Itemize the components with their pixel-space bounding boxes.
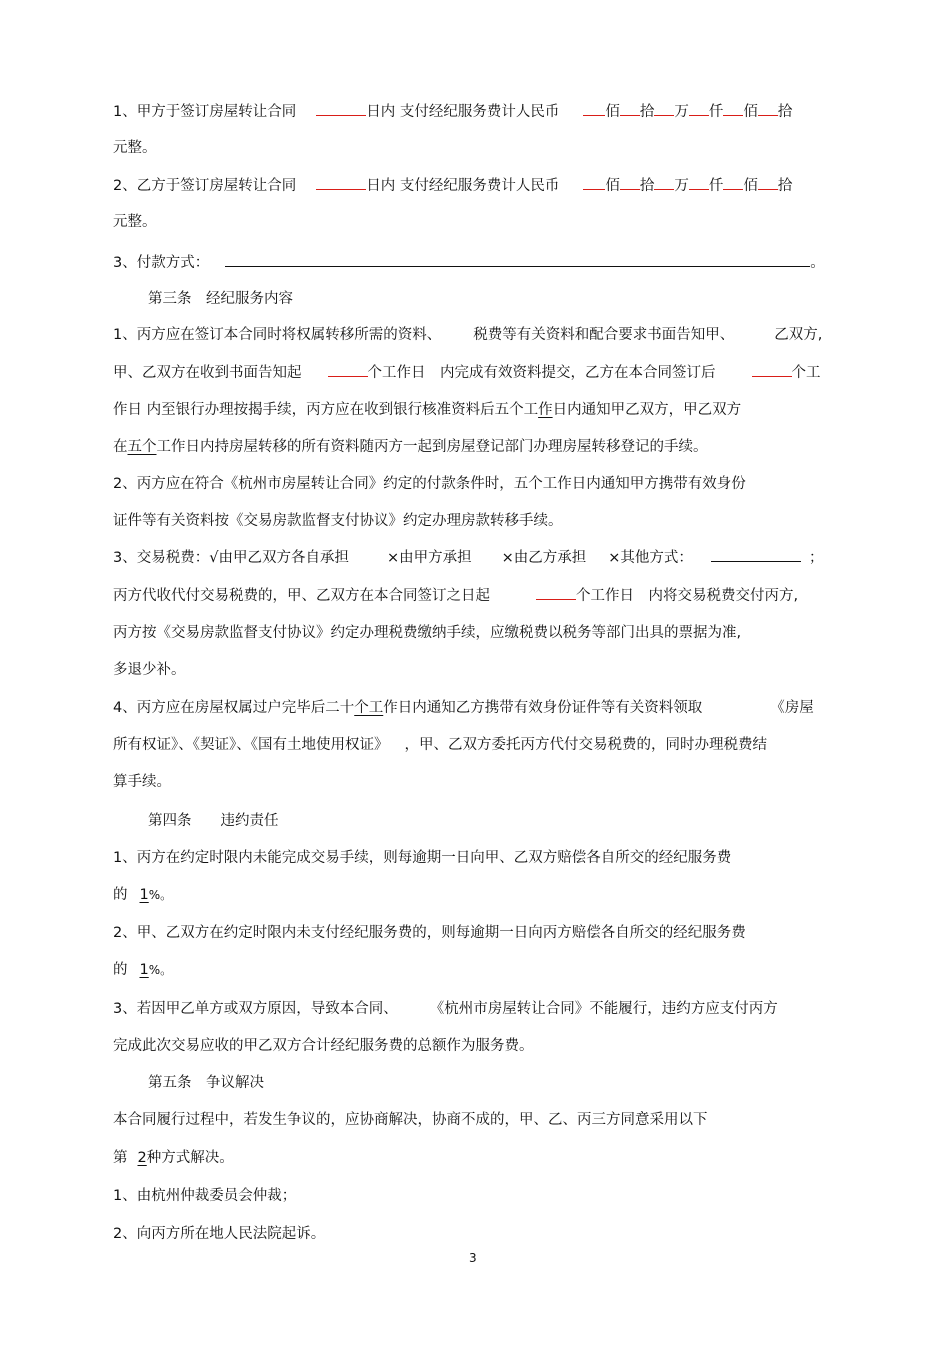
days-blank	[752, 361, 792, 377]
payment-method-blank	[225, 251, 810, 267]
amount-blank	[723, 174, 743, 190]
amount-blank	[723, 100, 743, 116]
amount-blank	[758, 174, 778, 190]
art3-p4-line1: 4、丙方应在房屋权属过户完毕后二十个工作日内通知乙方携带有效身份证件等有关资料领取 《房屋	[113, 700, 814, 716]
article-5-heading: 第五条 争议解决	[148, 1075, 264, 1091]
art5-option-2: 2、向丙方所在地人民法院起诉。	[113, 1226, 326, 1242]
days-blank	[536, 584, 576, 600]
art5-p2: 第 2种方式解决。	[113, 1150, 234, 1166]
art3-p4-line2: 所有权证》、《契证》、《国有土地使用权证》 ，甲、乙双方委托丙方代付交易税费的，同时办理税费结	[113, 737, 767, 753]
payment-item-2: 2、乙方于签订房屋转让合同 日内 支付经纪服务费计人民币 佰 拾 万 仟 佰 拾	[113, 174, 792, 198]
amount-blank	[620, 100, 640, 116]
art4-p2-line2: 的 1%。	[113, 962, 173, 978]
art5-p1: 本合同履行过程中，若发生争议的，应协商解决，协商不成的，甲、乙、丙三方同意采用以下	[113, 1112, 708, 1128]
other-method-blank	[711, 546, 801, 562]
days-blank	[328, 361, 368, 377]
amount-blank	[689, 100, 709, 116]
art3-p3-line1: 3、交易税费：√由甲乙双方各自承担 ×由甲方承担 ×由乙方承担 ×其他方式： ；	[113, 546, 823, 570]
art3-p1-line3: 作日 内至银行办理按揭手续，丙方应在收到银行核准资料后五个工作日内通知甲乙双方，甲乙双方	[113, 402, 742, 418]
art3-p1-line4: 在五个工作日内持房屋转移的所有资料随丙方一起到房屋登记部门办理房屋转移登记的手续。	[113, 439, 708, 455]
article-3-heading: 第三条 经纪服务内容	[148, 291, 293, 307]
art3-p3-line4: 多退少补。	[113, 662, 186, 678]
art4-p1-line1: 1、丙方在约定时限内未能完成交易手续，则每逾期一日向甲、乙双方赔偿各自所交的经纪服务费	[113, 850, 732, 866]
amount-blank	[758, 100, 778, 116]
art4-p2-line1: 2、甲、乙双方在约定时限内未支付经纪服务费的，则每逾期一日向丙方赔偿各自所交的经纪服务费	[113, 925, 746, 941]
art4-p3-line1: 3、若因甲乙单方或双方原因，导致本合同、 《杭州市房屋转让合同》不能履行，违约方应支付丙方	[113, 1001, 778, 1017]
amount-blank	[654, 174, 674, 190]
art5-option-1: 1、由杭州仲裁委员会仲裁；	[113, 1188, 297, 1204]
amount-blank	[583, 174, 605, 190]
payment-item-1-end: 元整。	[113, 140, 157, 156]
art4-p3-line2: 完成此次交易应收的甲乙双方合计经纪服务费的总额作为服务费。	[113, 1038, 534, 1054]
payment-item-2-end: 元整。	[113, 214, 157, 230]
art3-p3-line3: 丙方按《交易房款监督支付协议》约定办理税费缴纳手续，应缴税费以税务等部门出具的票据为准,	[113, 625, 742, 641]
days-blank	[316, 100, 366, 116]
amount-blank	[620, 174, 640, 190]
article-4-heading: 第四条 违约责任	[148, 813, 279, 829]
page-number: 3	[469, 1251, 477, 1265]
art3-p1-line1: 1、丙方应在签订本合同时将权属转移所需的资料、 税费等有关资料和配合要求书面告知甲、 乙双方,	[113, 327, 823, 343]
amount-blank	[689, 174, 709, 190]
art3-p3-line2: 丙方代收代付交易税费的，甲、乙双方在本合同签订之日起 个工作日 内将交易税费交付丙方,	[113, 584, 798, 608]
art3-p4-line3: 算手续。	[113, 774, 171, 790]
art4-p1-line2: 的 1%。	[113, 887, 173, 903]
art3-p2-line2: 证件等有关资料按《交易房款监督支付协议》约定办理房款转移手续。	[113, 513, 563, 529]
payment-method: 3、付款方式： 。	[113, 251, 825, 275]
amount-blank	[654, 100, 674, 116]
payment-item-1: 1、甲方于签订房屋转让合同 日内 支付经纪服务费计人民币 佰 拾 万 仟 佰 拾	[113, 100, 792, 124]
days-blank	[316, 174, 366, 190]
art3-p1-line2: 甲、乙双方在收到书面告知起 个工作日 内完成有效资料提交，乙方在本合同签订后 个工	[113, 361, 821, 385]
amount-blank	[583, 100, 605, 116]
art3-p2-line1: 2、丙方应在符合《杭州市房屋转让合同》约定的付款条件时，五个工作日内通知甲方携带有效身份	[113, 476, 746, 492]
